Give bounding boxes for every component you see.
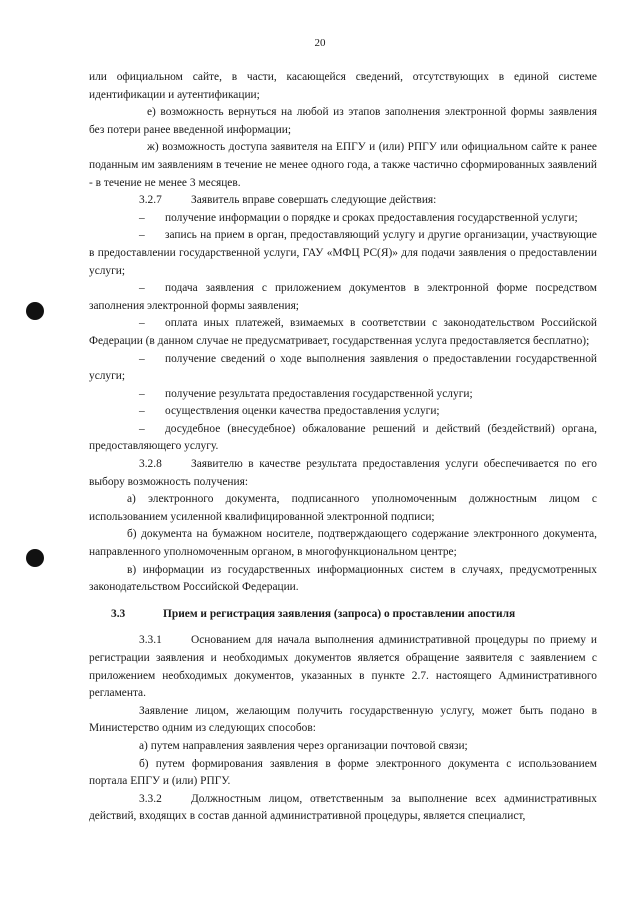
paragraph: ж) возможность доступа заявителя на ЕПГУ и (или) РПГУ или официальном сайте к ранее поданным им заявлениям в течение не менее одного года, а также частично сформированных заявлений - в течение не менее 3 месяцев. [89, 141, 597, 189]
dash-bullet: – [139, 422, 145, 435]
page-number: 20 [314, 37, 326, 49]
list-item-text: получение сведений о ходе выполнения заявления о предоставлении государственной услуги; [89, 352, 597, 383]
dash-bullet: – [139, 387, 145, 400]
list-item [89, 227, 597, 280]
paragraph: или официальном сайте, в части, касающейся сведений, отсутствующих в единой системе идентификации и аутентификации; [89, 71, 597, 101]
list-item [89, 280, 597, 315]
section-heading-text: Прием и регистрация заявления (запроса) о проставлении апостиля [163, 607, 516, 620]
list-item-text: оплата иных платежей, взимаемых в соответствии с законодательством Российской Федерации (в данном случае не предусматривает, государственная услуга предоставляется бесплатно); [89, 317, 597, 347]
list-item-text: досудебное (внесудебное) обжалование решений и действий (бездействий) органа, предоставляющего услугу. [89, 422, 597, 453]
list-item-text: подача заявления с приложением документов в электронной форме посредством заполнения электронной формы заявления; [89, 282, 597, 312]
dash-bullet: – [139, 317, 145, 330]
punch-hole [26, 302, 44, 320]
dash-bullet: – [139, 352, 145, 365]
list-item-text: получение информации о порядке и сроках предоставления государственной услуги; [165, 211, 578, 224]
section-heading [89, 606, 597, 624]
punch-hole [26, 549, 44, 567]
paragraph-text: Основанием для начала выполнения административной процедуры по приему и регистрации заявления и необходимых документов является обращение заявителя с заявлением с приложением необходимых документов, указанных в пункте 2.7. настоящего Административного регламента. [89, 634, 597, 700]
list-item [89, 210, 597, 228]
paragraph: Заявление лицом, желающим получить государственную услугу, может быть подано в Министерство одним из следующих способов: [89, 704, 597, 735]
section-number: 3.3.1 [139, 634, 162, 647]
dash-bullet: – [139, 405, 145, 418]
list-item [89, 351, 597, 386]
paragraph: в) информации из государственных информационных систем в случаях, предусмотренных законодательством Российской Федерации. [89, 563, 597, 594]
paragraph: б) документа на бумажном носителе, подтверждающего содержание электронного документа, направленного уполномоченным органом, в многофункциональном центре; [89, 528, 597, 559]
list-item-text: осуществления оценки качества предоставления услуги; [165, 405, 440, 418]
paragraph-text: Должностным лицом, ответственным за выполнение всех административных действий, входящих в состав данной административной процедуры, является специалист, [89, 792, 597, 823]
paragraph [89, 632, 597, 702]
list-item-text: получение результата предоставления государственной услуги; [165, 387, 473, 400]
section-number: 3.3 [111, 607, 126, 620]
dash-bullet: – [139, 282, 145, 295]
list-item [89, 386, 597, 404]
list-item [89, 315, 597, 350]
paragraph [89, 192, 597, 210]
paragraph: а) путем направления заявления через организации почтовой связи; [139, 739, 468, 752]
paragraph-text: Заявитель вправе совершать следующие действия: [191, 194, 437, 207]
paragraph [89, 791, 597, 826]
paragraph: е) возможность вернуться на любой из этапов заполнения электронной формы заявления без потери ранее введенной информации; [89, 106, 597, 136]
section-number: 3.2.8 [139, 458, 162, 471]
list-item [89, 403, 597, 421]
list-item [89, 421, 597, 456]
paragraph: б) путем формирования заявления в форме электронного документа с использованием портала ЕПГУ и (или) РПГУ. [89, 757, 597, 788]
section-number: 3.3.2 [139, 792, 162, 805]
dash-bullet: – [139, 211, 145, 224]
section-number: 3.2.7 [139, 194, 162, 207]
list-item-text: запись на прием в орган, предоставляющий услугу и другие организации, участвующие в предоставлении государственной услуги, ГАУ «МФЦ РС(Я)» для подачи заявления о предоставлении услуги; [89, 229, 597, 277]
paragraph [89, 456, 597, 491]
paragraph: а) электронного документа, подписанного уполномоченным должностным лицом с использованием усиленной квалифицированной электронной подписи; [89, 493, 597, 523]
document-body [89, 69, 597, 826]
paragraph-text: Заявителю в качестве результата предоставления услуги обеспечивается по его выбору возможность получения: [89, 458, 597, 488]
dash-bullet: – [139, 229, 145, 242]
